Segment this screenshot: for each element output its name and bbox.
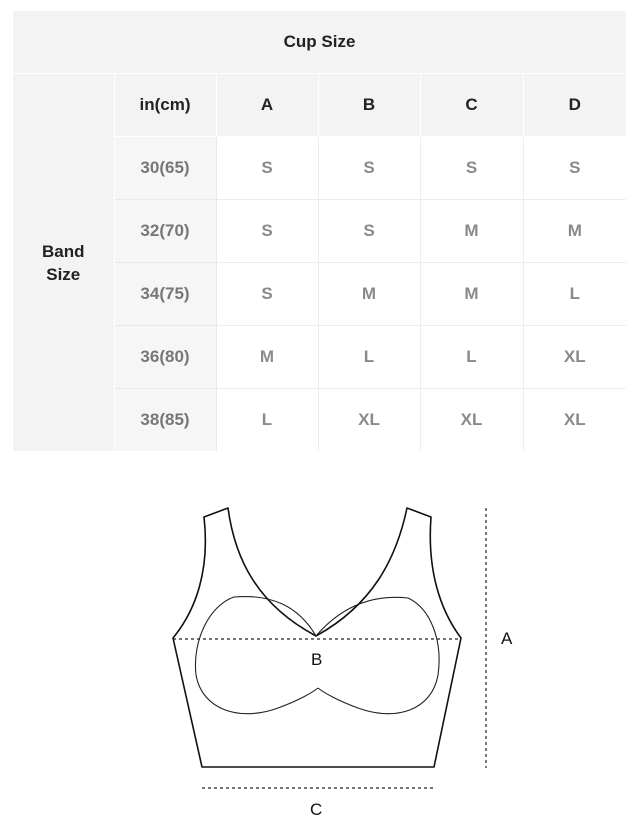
- band-size-cell: 32(70): [114, 200, 216, 263]
- band-size-cell: 34(75): [114, 263, 216, 326]
- band-size-cell: 36(80): [114, 326, 216, 389]
- size-cell: XL: [523, 326, 626, 389]
- size-cell: S: [318, 137, 420, 200]
- bra-outline: [173, 508, 461, 767]
- size-cell: S: [523, 137, 626, 200]
- unit-header: in(cm): [114, 74, 216, 137]
- size-cell: S: [216, 263, 318, 326]
- cup-column-header: B: [318, 74, 420, 137]
- size-cell: S: [318, 200, 420, 263]
- label-a: A: [501, 629, 513, 648]
- size-cell: L: [318, 326, 420, 389]
- size-cell: M: [318, 263, 420, 326]
- band-size-header: [13, 74, 114, 452]
- cup-column-header: D: [523, 74, 626, 137]
- size-cell: XL: [523, 389, 626, 452]
- band-size-label-line2: Size: [46, 264, 81, 284]
- cup-column-header: C: [420, 74, 523, 137]
- size-cell: M: [420, 263, 523, 326]
- size-cell: M: [420, 200, 523, 263]
- size-cell: M: [216, 326, 318, 389]
- size-cell: L: [523, 263, 626, 326]
- cup-size-header: Cup Size: [13, 11, 626, 74]
- column-header-row: [13, 74, 626, 137]
- size-cell: XL: [318, 389, 420, 452]
- band-size-cell: 38(85): [114, 389, 216, 452]
- bra-measurement-diagram: [0, 460, 640, 830]
- size-chart-table: [13, 11, 626, 451]
- size-cell: M: [523, 200, 626, 263]
- label-c: C: [310, 800, 323, 819]
- band-size-cell: 30(65): [114, 137, 216, 200]
- cup-size-header-row: [13, 11, 626, 74]
- size-cell: S: [420, 137, 523, 200]
- cup-column-header: A: [216, 74, 318, 137]
- size-cell: L: [420, 326, 523, 389]
- size-cell: L: [216, 389, 318, 452]
- label-b: B: [311, 650, 323, 669]
- band-size-label-line1: Band: [42, 241, 85, 261]
- size-cell: XL: [420, 389, 523, 452]
- size-cell: S: [216, 200, 318, 263]
- size-cell: S: [216, 137, 318, 200]
